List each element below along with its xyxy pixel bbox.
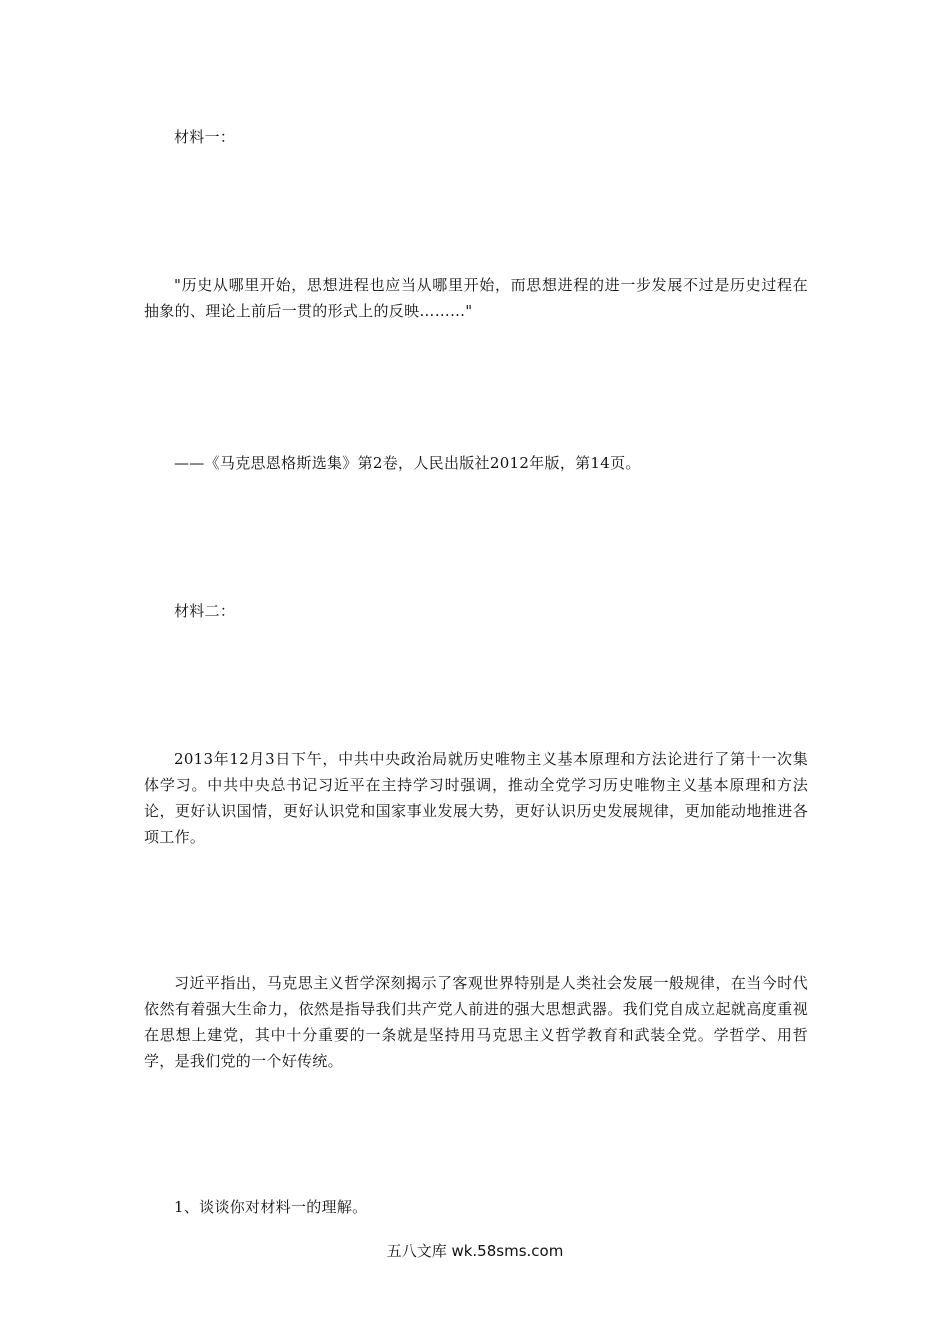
material-one-heading: 材料一： [174,128,236,146]
paragraph-two: 习近平指出，马克思主义哲学深刻揭示了客观世界特别是人类社会发展一般规律，在当今时代依然有着强大生命力，依然是指导我们共产党人前进的强大思想武器。我们党自成立起就高度重视在思想上建党，其中十分重要的一条就是坚持用马克思主义哲学教育和武装全党。学哲学、用哲学，是我们党的一个好传统。 [144,974,808,1070]
citation: ——《马克思恩格斯选集》第2卷，人民出版社2012年版，第14页。 [174,454,641,472]
paragraph-one: 2013年12月3日下午，中共中央政治局就历史唯物主义基本原理和方法论进行了第十一次集体学习。中共中央总书记习近平在主持学习时强调，推动全党学习历史唯物主义基本原理和方法论，更好认识国情，更好认识党和国家事业发展大势，更好认识历史发展规律，更加能动地推进各项工作。 [144,750,808,846]
footer-watermark: 五八文库 wk.58sms.com [386,1242,564,1260]
quote-paragraph: "历史从哪里开始，思想进程也应当从哪里开始，而思想进程的进一步发展不过是历史过程在抽象的、理论上前后一贯的形式上的反映………" [144,276,808,320]
question-one: 1、谈谈你对材料一的理解。 [174,1198,368,1216]
material-two-heading: 材料二： [174,602,236,620]
